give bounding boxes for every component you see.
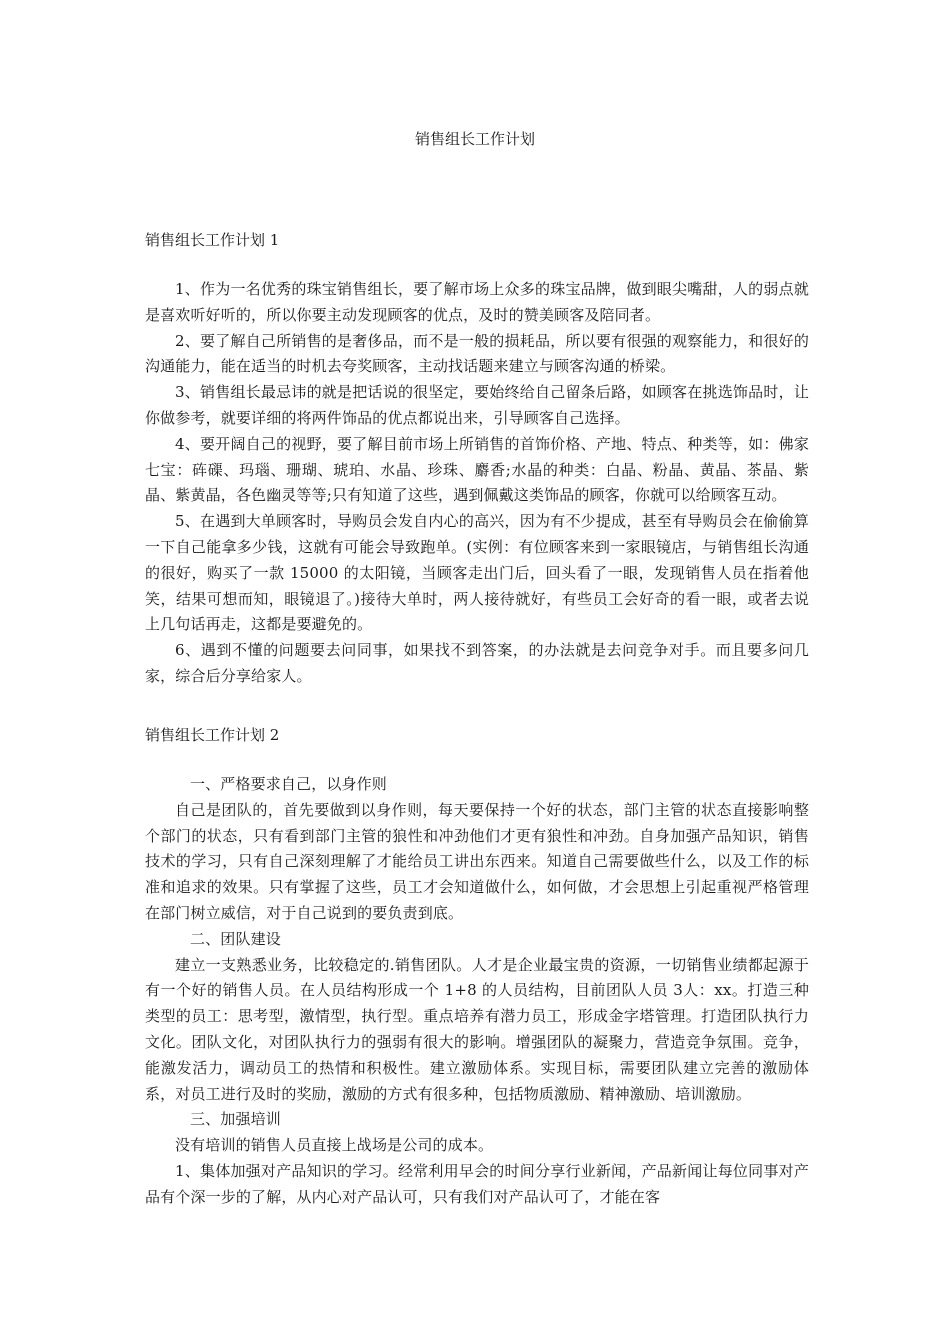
document-title: 销售组长工作计划 <box>414 130 535 148</box>
section-1-paragraph-5: 5、在遇到大单顾客时，导购员会发自内心的高兴，因为有不少提成，甚至有导购员会在偷偷算一下自己能拿多少钱，这就有可能会导致跑单。(实例：有位顾客来到一家眼镜店，与销售组长沟通的很好，购买了一款 15000 的太阳镜，当顾客走出门后，回头看了一眼，发现销售人员在指着他笑，结果可想而知，眼镜退了。)接待大单时，两人接待就好，有些员工会好奇的看一眼，或者去说上几句话再走，这都是要避免的。 <box>145 512 809 634</box>
section-2-paragraph-1: 自己是团队的，首先要做到以身作则，每天要保持一个好的状态，部门主管的状态直接影响整个部门的状态，只有看到部门主管的狼性和冲劲他们才更有狼性和冲劲。自身加强产品知识，销售技术的学习，只有自己深刻理解了才能给员工讲出东西来。知道自己需要做些什么，以及工作的标准和追求的效果。只有掌握了这些，员工才会知道做什么，如何做，才会思想上引起重视严格管理在部门树立威信，对于自己说到的要负责到底。 <box>145 800 809 922</box>
section-2-subheading-1: 一、严格要求自己，以身作则 <box>190 775 387 793</box>
section-1-heading: 销售组长工作计划 1 <box>145 231 280 249</box>
section-2-paragraph-3: 没有培训的销售人员直接上战场是公司的成本。 <box>175 1136 494 1155</box>
section-1-paragraph-4: 4、要开阔自己的视野，要了解目前市场上所销售的首饰价格、产地、特点、种类等，如：佛家七宝：砗磲、玛瑙、珊瑚、琥珀、水晶、珍珠、麝香;水晶的种类：白晶、粉晶、黄晶、茶晶、紫晶、紫黄晶，各色幽灵等等;只有知道了这些，遇到佩戴这类饰品的顾客，你就可以给顾客互动。 <box>145 434 809 505</box>
section-1-paragraph-3: 3、销售组长最忌讳的就是把话说的很坚定，要始终给自己留条后路，如顾客在挑选饰品时，让你做参考，就要详细的将两件饰品的优点都说出来，引导顾客自己选择。 <box>145 383 809 427</box>
section-2-heading: 销售组长工作计划 2 <box>145 726 280 744</box>
section-1-paragraph-1: 1、作为一名优秀的珠宝销售组长，要了解市场上众多的珠宝品牌，做到眼尖嘴甜，人的弱点就是喜欢听好听的，所以你要主动发现顾客的优点，及时的赞美顾客及陪同者。 <box>145 280 809 324</box>
section-2-subheading-2: 二、团队建设 <box>190 929 281 948</box>
section-1-paragraph-6: 6、遇到不懂的问题要去问同事，如果找不到答案，的办法就是去问竞争对手。而且要多问几家，综合后分享给家人。 <box>145 641 809 685</box>
section-2-paragraph-2: 建立一支熟悉业务，比较稳定的.销售团队。人才是企业最宝贵的资源，一切销售业绩都起源于有一个好的销售人员。在人员结构形成一个 1+8 的人员结构，目前团队人员 3人：xx。打造三种类型的员工：思考型，激情型，执行型。重点培养有潜力员工，形成金字塔管理。打造团队执行力文化。团队文化，对团队执行力的强弱有很大的影响。增强团队的凝聚力，营造竞争氛围。竞争，能激发活力，调动员工的热情和积极性。建立激励体系。实现目标，需要团队建立完善的激励体系，对员工进行及时的奖励，激励的方式有很多种，包括物质激励、精神激励、培训激励。 <box>145 955 809 1103</box>
section-2-paragraph-4: 1、集体加强对产品知识的学习。经常利用早会的时间分享行业新闻，产品新闻让每位同事对产品有个深一步的了解，从内心对产品认可，只有我们对产品认可了，才能在客 <box>145 1161 809 1206</box>
section-1-body <box>145 277 809 690</box>
section-2-subheading-3: 三、加强培训 <box>190 1110 281 1129</box>
section-1-paragraph-2: 2、要了解自己所销售的是奢侈品，而不是一般的损耗品，所以要有很强的观察能力，和很好的沟通能力，能在适当的时机去夸奖顾客，主动找话题来建立与顾客沟通的桥梁。 <box>145 331 809 376</box>
section-2-body <box>145 772 809 1211</box>
